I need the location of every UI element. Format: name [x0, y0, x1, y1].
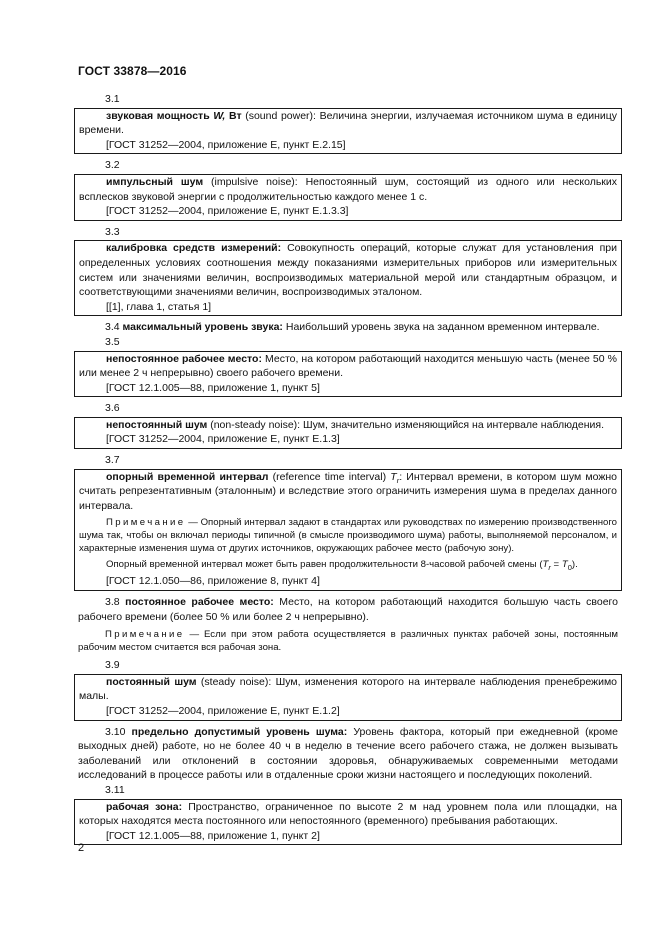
definition-box — [74, 240, 622, 316]
reference: [ГОСТ 12.1.050—86, приложение 8, пункт 4] — [106, 575, 320, 588]
symbol: T — [542, 559, 549, 571]
entry-number: 3.5 — [105, 335, 120, 348]
symbol: T — [561, 559, 568, 571]
term: опорный временной интервал — [106, 470, 269, 483]
note — [78, 628, 618, 654]
reference: [ГОСТ 31252—2004, приложение Е, пункт Е.2.15] — [106, 138, 346, 151]
entry-number: 3.3 — [105, 225, 120, 238]
definition-text — [79, 800, 617, 829]
definition-plain — [78, 725, 618, 783]
term: непостоянный шум — [106, 418, 208, 431]
definition-text — [79, 175, 617, 204]
term: рабочая зона: — [106, 800, 183, 813]
term-unit: Вт — [229, 109, 242, 122]
definition: (sound power): Величина энергии, излучаемая источником шума в единицу времени. — [79, 109, 617, 137]
note-extra-text: Опорный временной интервал может быть равен продолжительности 8-часовой рабочей смены ( — [106, 559, 543, 571]
definition: Место, на котором работающий находится большую часть своего рабочего времени (более 50 % или более 2 ч непрерывно). — [78, 596, 618, 623]
definition-cont: : Интервал времени, в котором шум можно считать репрезентативным (эталонным) и вследствие этого ограничить измерения шума в пределах данного интервала. — [79, 470, 617, 512]
symbol-subscript: 0 — [567, 563, 572, 573]
definition-text — [79, 352, 617, 381]
definition: Совокупность операций, которые служат для установления при определенных условиях соотношения между показаниями измерительных приборов или измерительных систем или значениями величин, воспроизводимых материальной мерой или стандартным образцом, и соответствующими значениями величин, воспроизводимых эталоном. — [79, 242, 617, 299]
definition-box — [74, 351, 622, 398]
definition-plain — [78, 320, 618, 335]
definition: Место, на котором работающий находится меньшую часть (менее 50 % или менее 2 ч непрерывно) своего рабочего времени. — [79, 352, 617, 380]
entry-number: 3.2 — [105, 159, 120, 172]
definition-box — [74, 469, 622, 591]
note-extra-end: ). — [571, 559, 578, 571]
definition-text — [79, 109, 617, 138]
definition-box — [74, 674, 622, 721]
page-number: 2 — [78, 842, 85, 854]
term: максимальный уровень звука: — [122, 321, 283, 334]
term: постоянный шум — [106, 675, 197, 688]
definition: (reference time interval) — [268, 470, 391, 483]
term: звуковая мощность — [106, 109, 210, 122]
definition-box — [74, 417, 622, 449]
definitions-section — [78, 92, 618, 849]
term: непостоянное рабочее место: — [106, 352, 262, 365]
definition: Уровень фактора, который при ежедневной (кроме выходных дней) работе, но не более 40 ч в неделю в течение всего рабочего стажа, не должен вызывать заболеваний или отклонений в состоянии здоровья, обнаруживаемых современными методами исследований в процессе работы или в отдаленные сроки жизни настоящего и последующих поколений. — [78, 725, 618, 782]
definition: Наибольший уровень звука на заданном временном интервале. — [282, 321, 600, 334]
reference: [[1], глава 1, статья 1] — [106, 300, 212, 313]
definition: (non-steady noise): Шум, значительно изменяющийся на интервале наблюдения. — [207, 418, 604, 431]
entry-number: 3.11 — [105, 783, 125, 796]
note-extra — [79, 558, 617, 571]
term: постоянное рабочее место: — [125, 596, 274, 609]
entry-number: 3.6 — [105, 402, 120, 415]
note-label: Примечание — [105, 629, 185, 641]
definition-text — [79, 675, 617, 704]
definition-text — [79, 418, 617, 433]
reference: [ГОСТ 31252—2004, приложение Е, пункт Е.1.3] — [106, 433, 340, 446]
equals: = — [550, 559, 562, 571]
term: калибровка средств измерений: — [106, 242, 282, 255]
definition-box — [74, 108, 622, 155]
note-text: — Опорный интервал задают в стандартах или руководствах по измерению производственного шума так, чтобы он включал периоды типичной (в смысле производимого шума) работы, выполняемой персоналом, и характерные изменения шума от других источников, окружающих рабочее место (рабочую зону). — [79, 517, 617, 555]
term: предельно допустимый уровень шума: — [131, 725, 348, 738]
document-header: ГОСТ 33878—2016 — [78, 64, 187, 78]
entry-number: 3.9 — [105, 659, 120, 672]
entry-number: 3.7 — [105, 454, 120, 467]
note-text: — Если при этом работа осуществляется в различных пунктах рабочей зоны, постоянным рабочим местом считается вся рабочая зона. — [78, 629, 618, 654]
symbol: T — [390, 470, 397, 483]
term: импульсный шум — [106, 175, 204, 188]
note — [79, 516, 617, 555]
reference: [ГОСТ 12.1.005—88, приложение 1, пункт 2] — [106, 829, 320, 842]
entry-number: 3.10 — [105, 725, 126, 738]
entry-number: 3.8 — [105, 596, 120, 609]
definition-box — [74, 799, 622, 846]
symbol-subscript: r — [548, 563, 551, 573]
entry-number: 3.4 — [105, 321, 120, 334]
definition-box — [74, 174, 622, 221]
entry-number: 3.1 — [105, 93, 120, 105]
term-symbol: W, — [213, 109, 226, 122]
definition: (impulsive noise): Непостоянный шум, состоящий из одного или нескольких всплесков звуковой энергии с продолжительностью каждого менее 1 с. — [79, 175, 617, 203]
symbol-subscript: r — [396, 475, 400, 485]
reference: [ГОСТ 31252—2004, приложение Е, пункт Е.1.3.3] — [106, 205, 349, 218]
reference: [ГОСТ 12.1.005—88, приложение 1, пункт 5] — [106, 381, 320, 394]
definition: Пространство, ограниченное по высоте 2 м над уровнем пола или площадки, на которых находятся места постоянного или непостоянного (временного) пребывания работающих. — [79, 800, 618, 828]
definition-text — [79, 241, 617, 299]
definition: (steady noise): Шум, изменения которого на интервале наблюдения пренебрежимо малы. — [79, 675, 618, 703]
reference: [ГОСТ 31252—2004, приложение Е, пункт Е.1.2] — [106, 705, 340, 717]
definition-plain — [78, 595, 618, 624]
definition-text — [79, 470, 617, 514]
note-label: Примечание — [106, 517, 186, 529]
